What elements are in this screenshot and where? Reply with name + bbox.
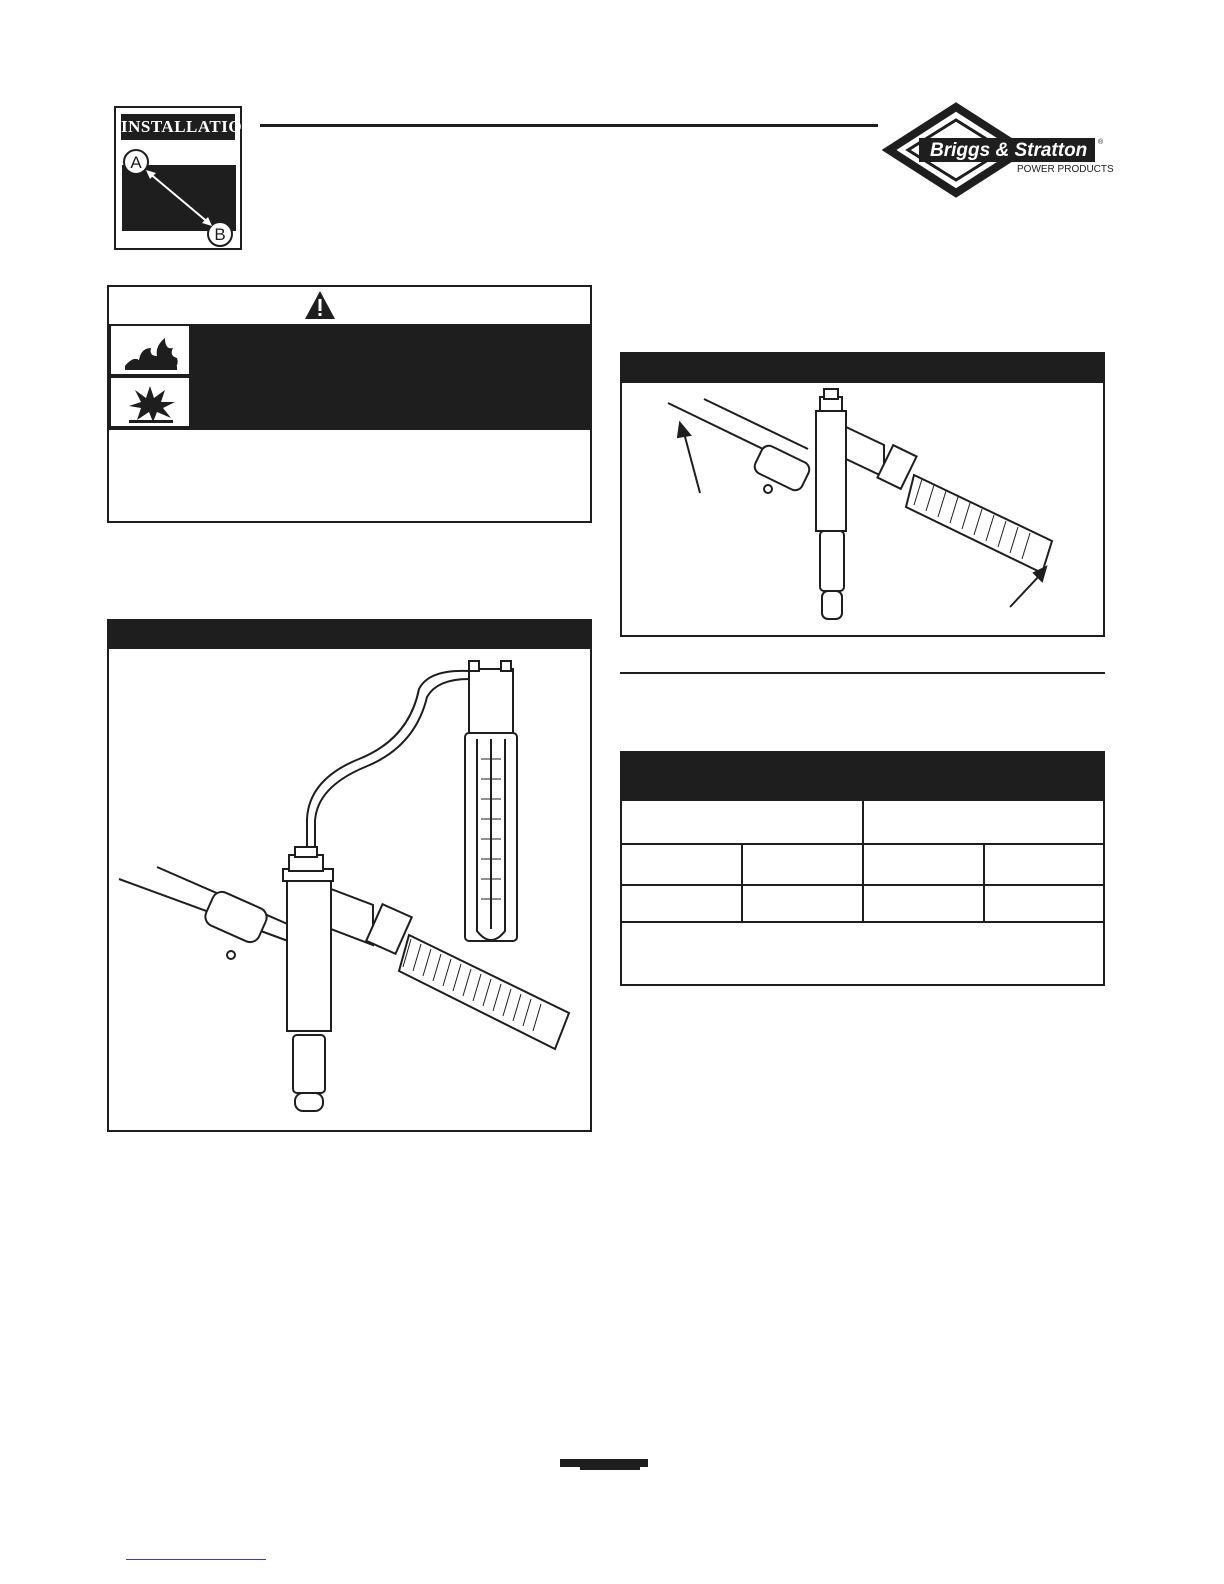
page-number-underline: [580, 1467, 640, 1470]
warning-box: [107, 285, 592, 523]
header-rule: [260, 124, 878, 127]
section-rule: [620, 672, 1105, 674]
pipe-connection-figure: [620, 352, 1105, 637]
table-divider: [862, 801, 864, 843]
table-divider: [862, 843, 864, 921]
table-divider: [622, 921, 1103, 923]
figure-title-bar: [109, 621, 590, 649]
warning-band: [109, 324, 590, 430]
footer-link[interactable]: [126, 1559, 266, 1560]
table-header: [622, 753, 1103, 801]
installation-badge: [114, 106, 255, 250]
figure-title-bar: [622, 354, 1103, 383]
warning-triangle-icon: [303, 289, 337, 321]
installation-label: INSTALLATION: [121, 114, 235, 140]
logo-registered-mark: ®: [1098, 139, 1104, 146]
manometer-figure: [107, 619, 592, 1132]
table-divider: [741, 843, 743, 921]
fire-icon: [111, 326, 189, 374]
explosion-icon: [111, 378, 189, 426]
gas-pressure-table: [620, 751, 1105, 986]
distance-a-b-icon: [116, 140, 240, 250]
point-b-label: B: [214, 225, 226, 244]
pipe-tee-illustration: [622, 383, 1103, 635]
logo-name: Briggs & Stratton: [930, 140, 1088, 161]
point-a-label: A: [130, 153, 142, 172]
table-divider: [983, 843, 985, 921]
page-number-tab: [560, 1459, 648, 1467]
manometer-pipe-illustration: [109, 649, 590, 1129]
logo-subtitle: POWER PRODUCTS: [1017, 164, 1114, 175]
briggs-stratton-logo: [886, 104, 1114, 196]
